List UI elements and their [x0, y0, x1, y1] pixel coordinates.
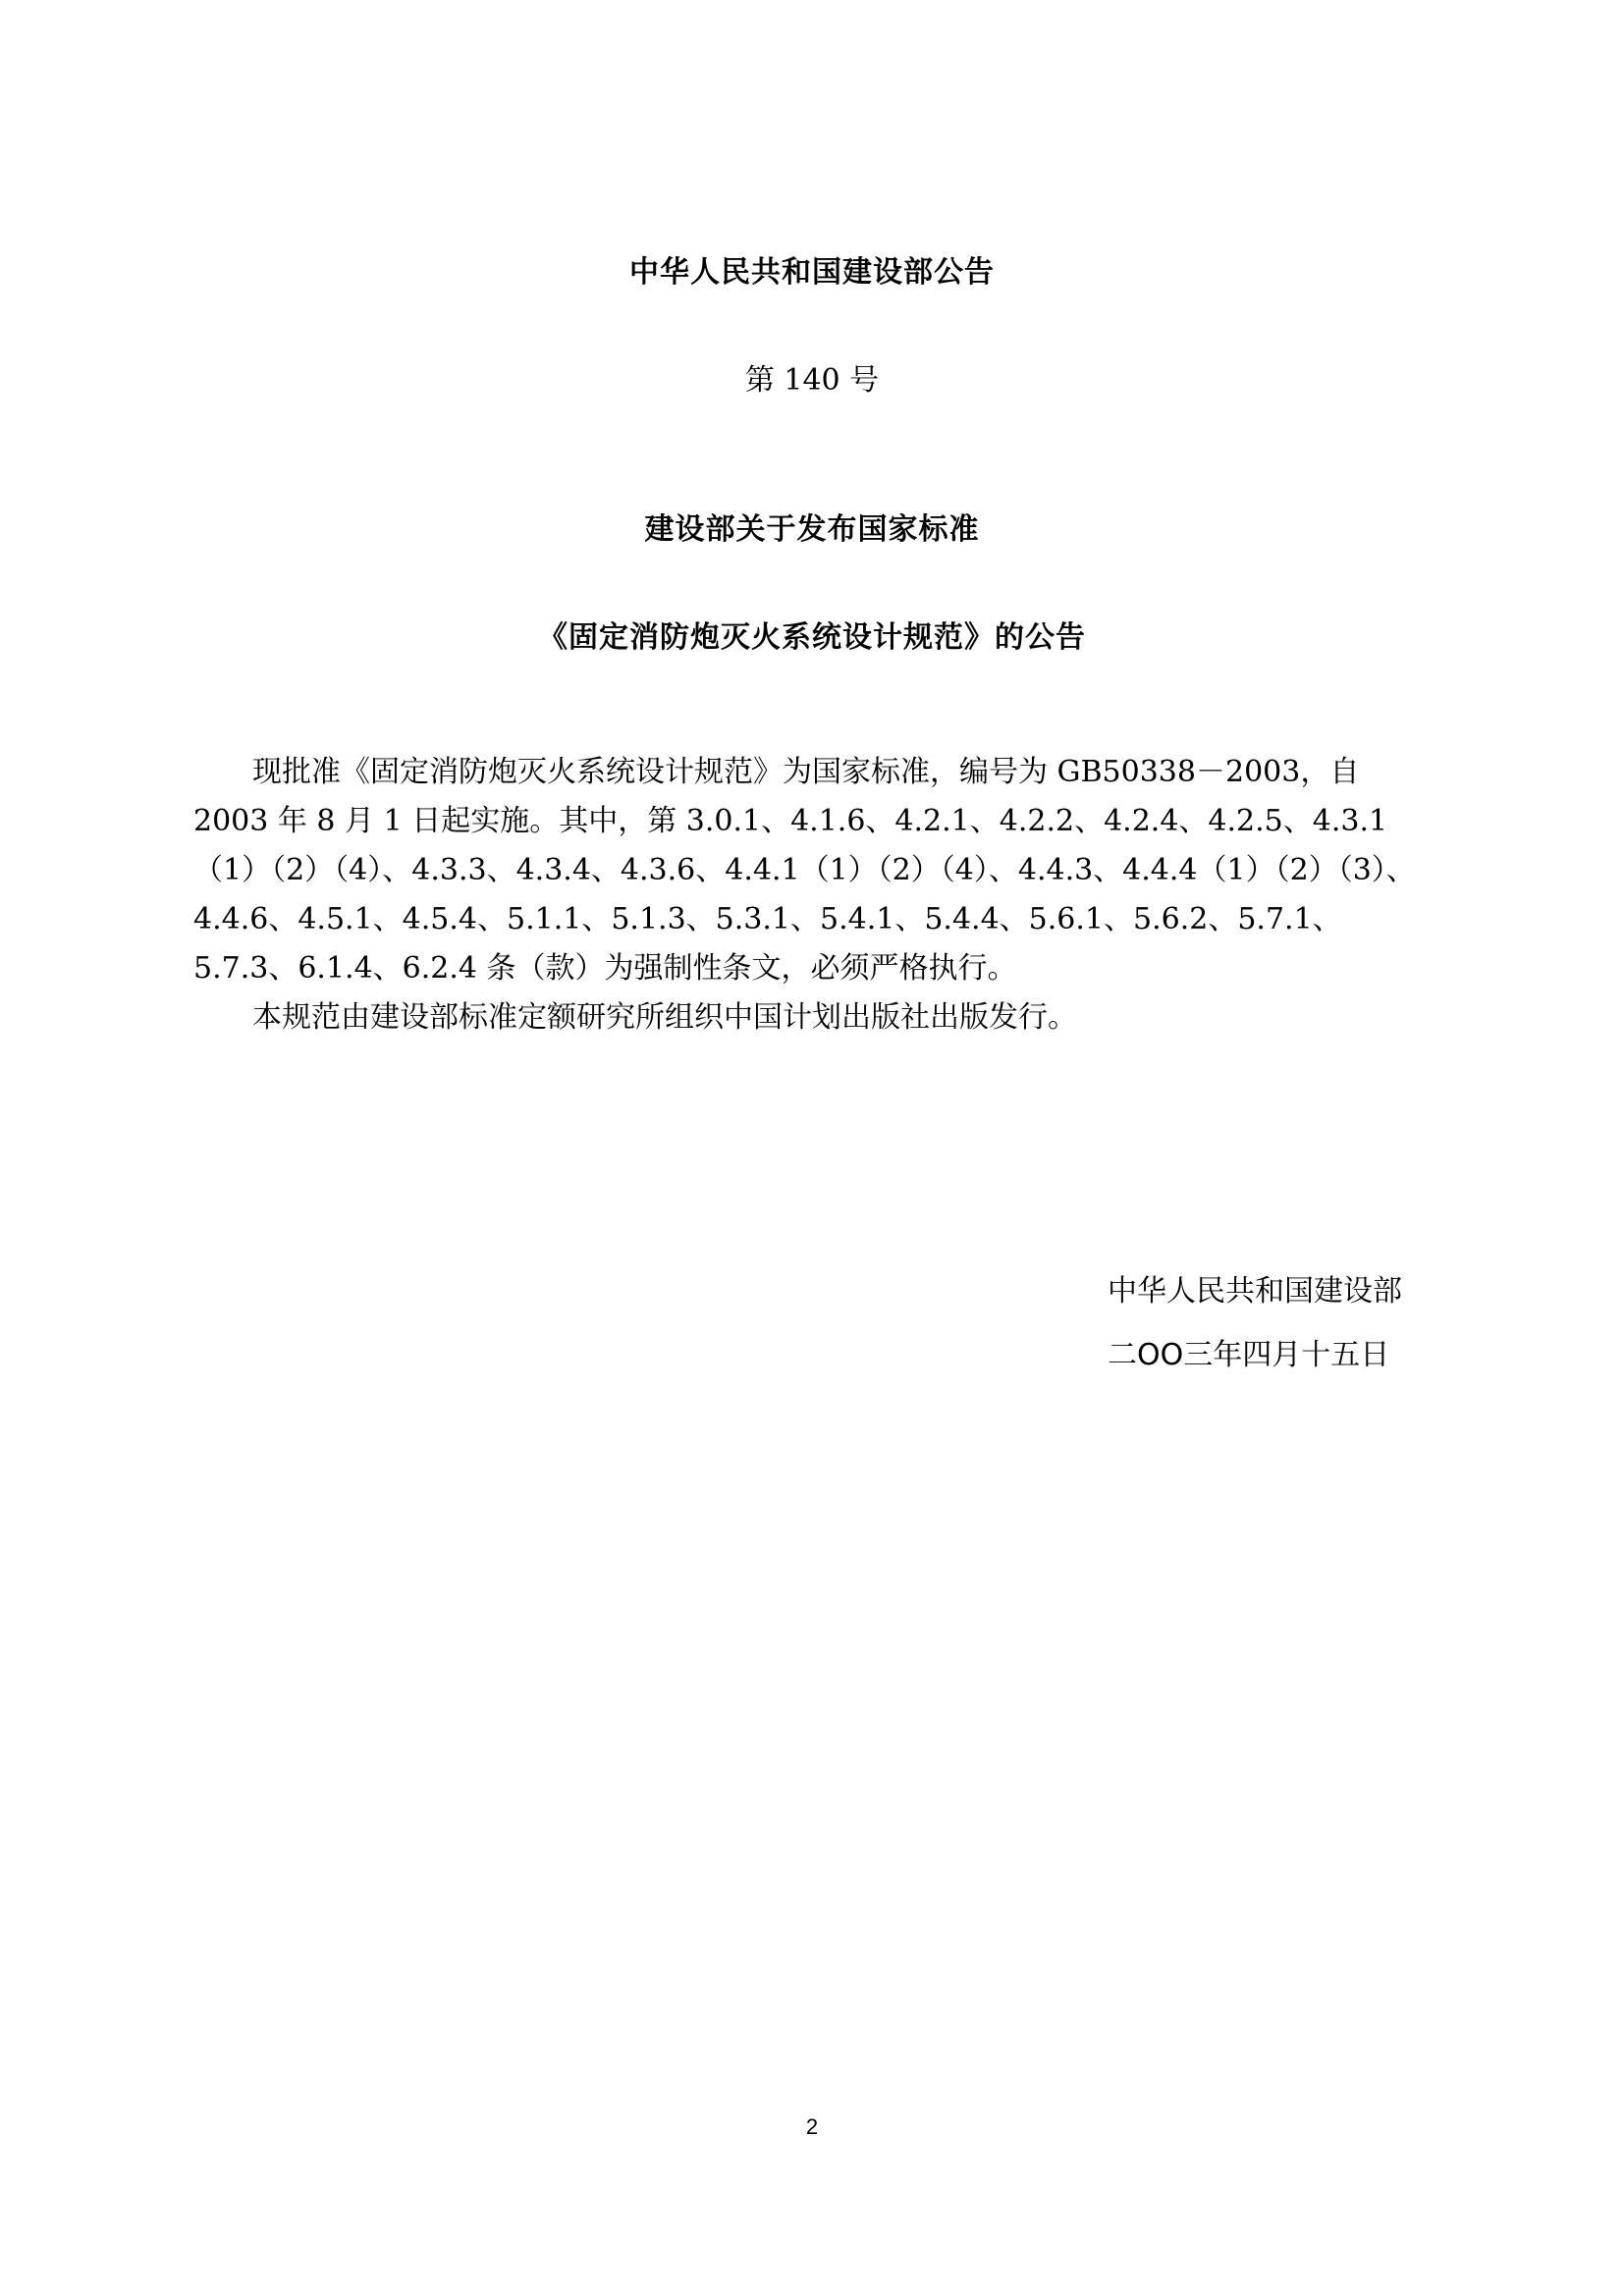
- body-line-1: 现批准《固定消防炮灭火系统设计规范》为国家标准，编号为 GB50338－2003，自: [193, 755, 1360, 789]
- subtitle-line-2: 《固定消防炮灭火系统设计规范》的公告: [538, 620, 1086, 655]
- subtitle-line-1: 建设部关于发布国家标准: [644, 512, 980, 547]
- body-line-2: 2003 年 8 月 1 日起实施。其中，第 3.0.1、4.1.6、4.2.1、4.2.2、4.2.4、4.2.5、4.3.1: [193, 804, 1388, 838]
- signature-issuer: 中华人民共和国建设部: [1108, 1274, 1402, 1308]
- announcement-title: 中华人民共和国建设部公告: [629, 255, 995, 290]
- body-line-5: 5.7.3、6.1.4、6.2.4 条（款）为强制性条文，必须严格执行。: [193, 951, 1017, 986]
- announcement-body: [193, 748, 1435, 1042]
- body-line-4: 4.4.6、4.5.1、4.5.4、5.1.1、5.1.3、5.3.1、5.4.1、5.4.4、5.6.1、5.6.2、5.7.1、: [193, 902, 1342, 936]
- body-line-3: （1）（2）（4）、4.3.3、4.3.4、4.3.6、4.4.1（1）（2）（4）、4.4.3、4.4.4（1）（2）（3）、: [193, 853, 1416, 887]
- page-number: 2: [805, 2114, 819, 2139]
- announcement-number: 第 140 号: [744, 363, 880, 398]
- body-paragraph-2: 本规范由建设部标准定额研究所组织中国计划出版社出版发行。: [193, 1000, 1077, 1035]
- signature-date: 二OO三年四月十五日: [1108, 1338, 1390, 1372]
